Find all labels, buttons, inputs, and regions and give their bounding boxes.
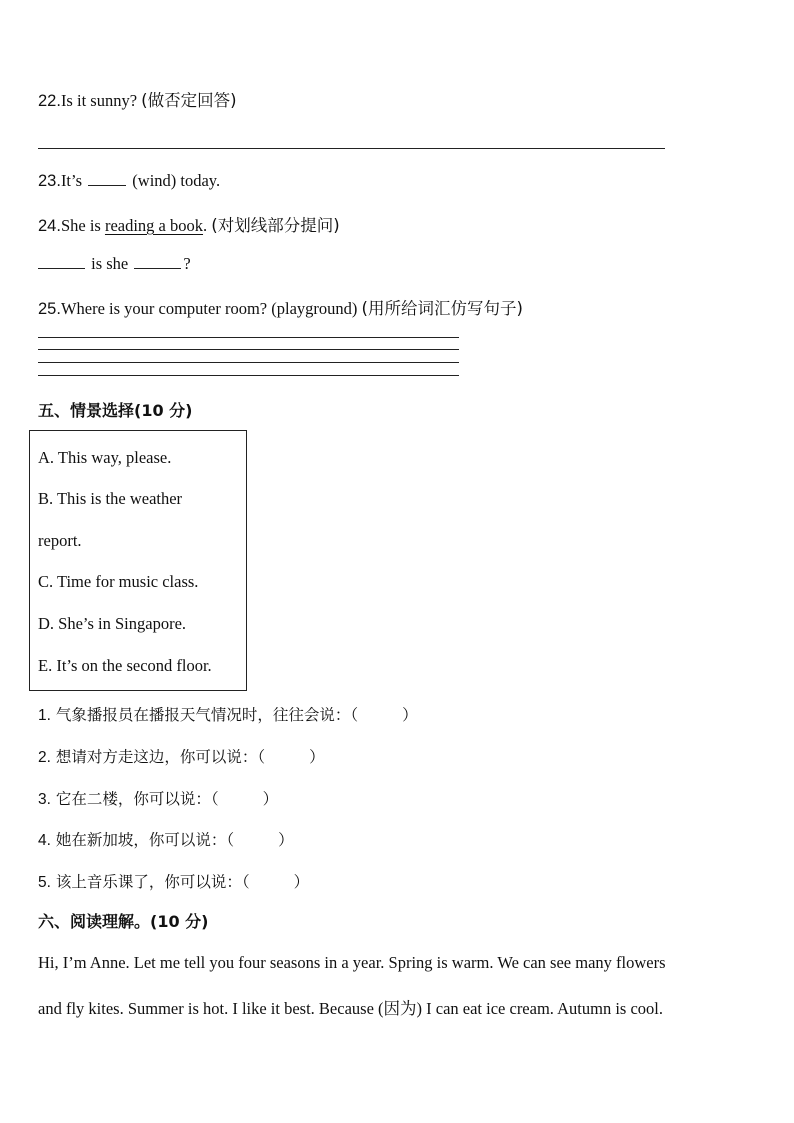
answer-middle-text: is she [91,254,129,273]
reading-passage-line-2: and fly kites. Summer is hot. I like it best. Because (因为) I can eat ice cream. Autumn is cool. [38,999,664,1018]
question-number: 25. [38,300,61,318]
question-25 [38,295,523,319]
question-22 [38,87,237,111]
answer-line[interactable] [38,375,459,376]
situation-item [38,703,418,725]
item-close-paren: ） [293,873,310,891]
question-24-answer [38,254,191,274]
option-e: E. It’s on the second floor. [38,656,212,675]
situation-item [38,745,325,767]
option-b: B. This is the weather [38,489,183,508]
options-box [29,430,247,691]
question-23 [38,171,220,191]
item-text: 想请对方走这边，你可以说：（ [55,748,266,766]
item-number: 3. [38,791,51,808]
item-number: 2. [38,749,51,766]
question-number: 24. [38,217,61,235]
question-text: Is it sunny? [60,91,142,110]
item-number: 1. [38,707,51,724]
situation-item [38,870,309,892]
question-text: Where is your computer room? (playground) [60,299,362,318]
question-number: 23. [38,172,61,190]
item-number: 4. [38,832,51,849]
item-text: 她在新加坡，你可以说：（ [55,831,235,849]
item-close-paren: ） [402,706,418,724]
section-6-heading: 六、阅读理解。(10 分) [38,912,209,931]
question-text-post: (wind) today. [132,171,221,190]
option-a: A. This way, please. [38,448,172,467]
option-c: C. Time for music class. [38,572,199,591]
item-text: 它在二楼，你可以说：（ [55,790,219,808]
question-instruction: (做否定回答) [141,91,237,110]
answer-end-mark: ? [183,254,191,273]
item-number: 5. [38,874,51,891]
question-text-pre: It’s [60,171,83,190]
question-instruction: (对划线部分提问) [211,216,340,235]
situation-item [38,828,294,850]
item-text: 该上音乐课了，你可以说：（ [55,873,250,891]
question-number: 22. [38,92,61,110]
option-b-continued: report. [38,531,82,550]
underlined-phrase: reading a book [104,216,204,235]
question-text-pre: She is [60,216,105,235]
question-text-post: . [203,216,212,235]
reading-passage-line-1: Hi, I’m Anne. Let me tell you four seasons in a year. Spring is warm. We can see many flowers [38,953,666,972]
answer-blank[interactable] [38,267,85,269]
answer-blank[interactable] [88,184,126,186]
answer-line[interactable] [38,349,459,350]
option-d: D. She’s in Singapore. [38,614,187,633]
item-close-paren: ） [278,831,294,849]
situation-item [38,787,278,809]
answer-line[interactable] [38,337,459,338]
section-5-heading: 五、情景选择(10 分) [38,401,193,420]
question-instruction: (用所给词汇仿写句子) [361,299,523,318]
question-24 [38,212,340,236]
item-close-paren: ） [262,790,279,808]
item-text: 气象播报员在播报天气情况时，往往会说：（ [55,706,359,724]
item-close-paren: ） [309,748,325,766]
answer-line[interactable] [38,148,665,149]
answer-line[interactable] [38,362,459,363]
answer-blank[interactable] [134,267,181,269]
